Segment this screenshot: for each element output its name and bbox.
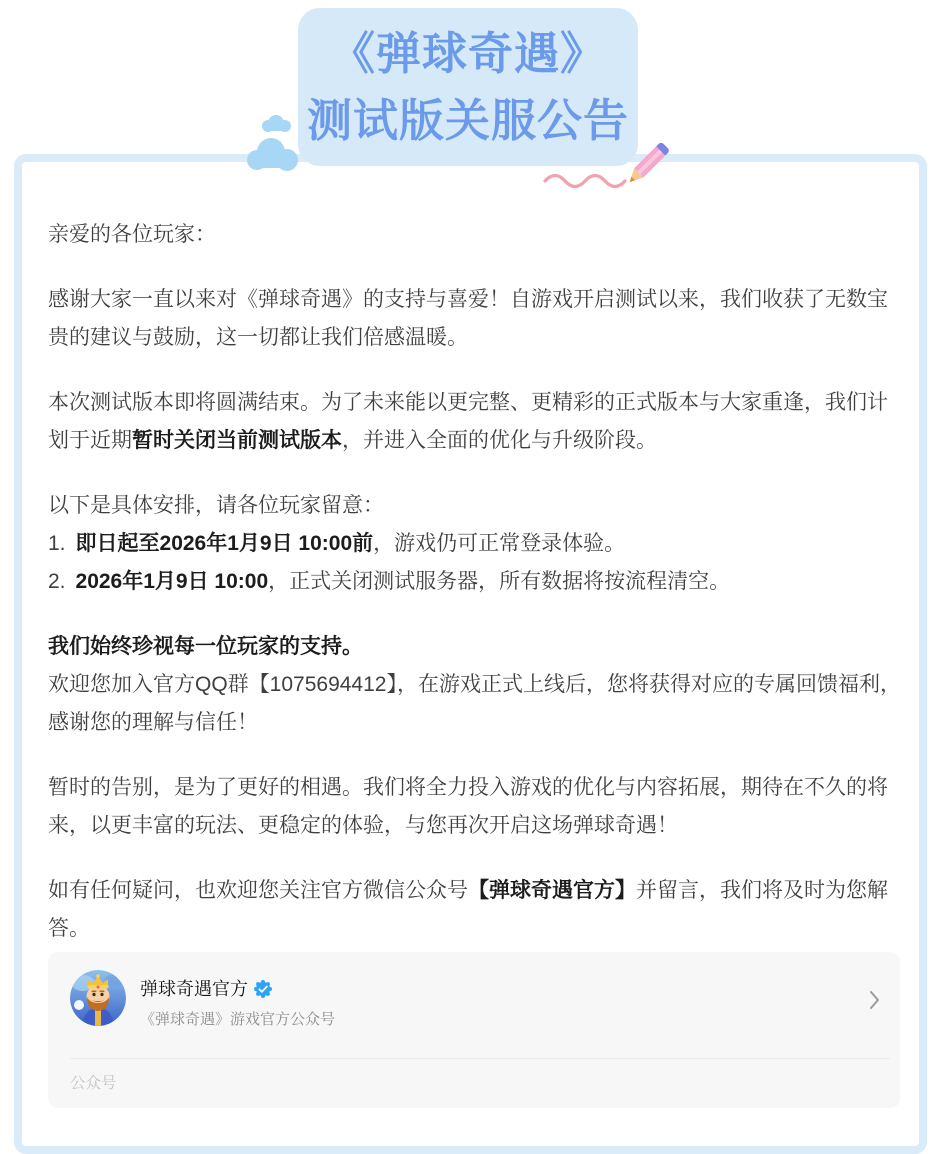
paragraph-thanks-text: 感谢大家一直以来对《弹球奇遇》的支持与喜爱！自游戏开启测试以来，我们收获了无数宝贵的建议与鼓励，这一切都让我们倍感温暖。 [48, 288, 888, 349]
contact-post: 并留言，我们将及时为您解答。 [48, 879, 888, 940]
item1-bold: 即日起至2026年1月9日 10:00前 [75, 532, 374, 555]
title-banner [298, 8, 638, 166]
closure-post: ，并进入全面的优化与升级阶段。 [342, 429, 657, 452]
item1-rest: ，游戏仍可正常登录体验。 [373, 532, 626, 555]
official-account-card[interactable] [48, 952, 900, 1108]
cloud-icon [235, 108, 315, 188]
paragraph-contact [48, 872, 906, 948]
verified-badge-icon [254, 980, 272, 998]
account-description: 《弹球奇遇》游戏官方公众号 [140, 1011, 336, 1028]
closure-pre: 本次测试版本即将圆满结束。为了未来能以更完整、更精彩的正式版本与大家重逢，我们计划于近期 [48, 391, 888, 452]
value-bold-line: 我们始终珍视每一位玩家的支持。 [48, 635, 363, 658]
paragraph-farewell [48, 769, 906, 845]
closure-bold: 暂时关闭当前测试版本 [132, 429, 342, 452]
farewell-text: 暂时的告别，是为了更好的相遇。我们将全力投入游戏的优化与内容拓展，期待在不久的将来，以更丰富的玩法、更稳定的体验，与您再次开启这场弹球奇遇！ [48, 776, 888, 837]
item2-number: 2. [48, 570, 66, 593]
schedule-item-2 [48, 563, 906, 601]
pencil-icon [605, 132, 680, 207]
paragraph-value [48, 628, 906, 742]
paragraph-thanks [48, 281, 906, 357]
schedule-item-1 [48, 525, 906, 563]
page-title-line2: 测试版关服公告 [306, 95, 629, 146]
page-title-line1: 《弹球奇遇》 [329, 27, 606, 79]
contact-pre: 如有任何疑问，也欢迎您关注官方微信公众号 [48, 879, 468, 902]
value-rest: 欢迎您加入官方QQ群【1075694412】，在游戏正式上线后，您将获得对应的专属回馈福利，感谢您的理解与信任！ [48, 673, 901, 734]
item2-bold: 2026年1月9日 10:00 [75, 570, 269, 593]
item2-rest: ，正式关闭测试服务器，所有数据将按流程清空。 [268, 570, 731, 593]
account-name-row [140, 978, 272, 1000]
schedule-block [48, 487, 906, 601]
card-divider [70, 1058, 890, 1059]
king-avatar [70, 970, 126, 1026]
paragraph-closure [48, 384, 906, 460]
contact-bold: 【弹球奇遇官方】 [468, 879, 636, 902]
salutation-text: 亲爱的各位玩家： [48, 223, 216, 246]
article-body [48, 216, 906, 975]
account-name: 弹球奇遇官方 [140, 979, 248, 999]
account-type-label: 公众号 [70, 1075, 117, 1092]
schedule-intro: 以下是具体安排，请各位玩家留意： [48, 494, 384, 517]
chevron-right-icon [869, 990, 880, 1010]
salutation [48, 216, 906, 254]
item1-number: 1. [48, 532, 66, 555]
